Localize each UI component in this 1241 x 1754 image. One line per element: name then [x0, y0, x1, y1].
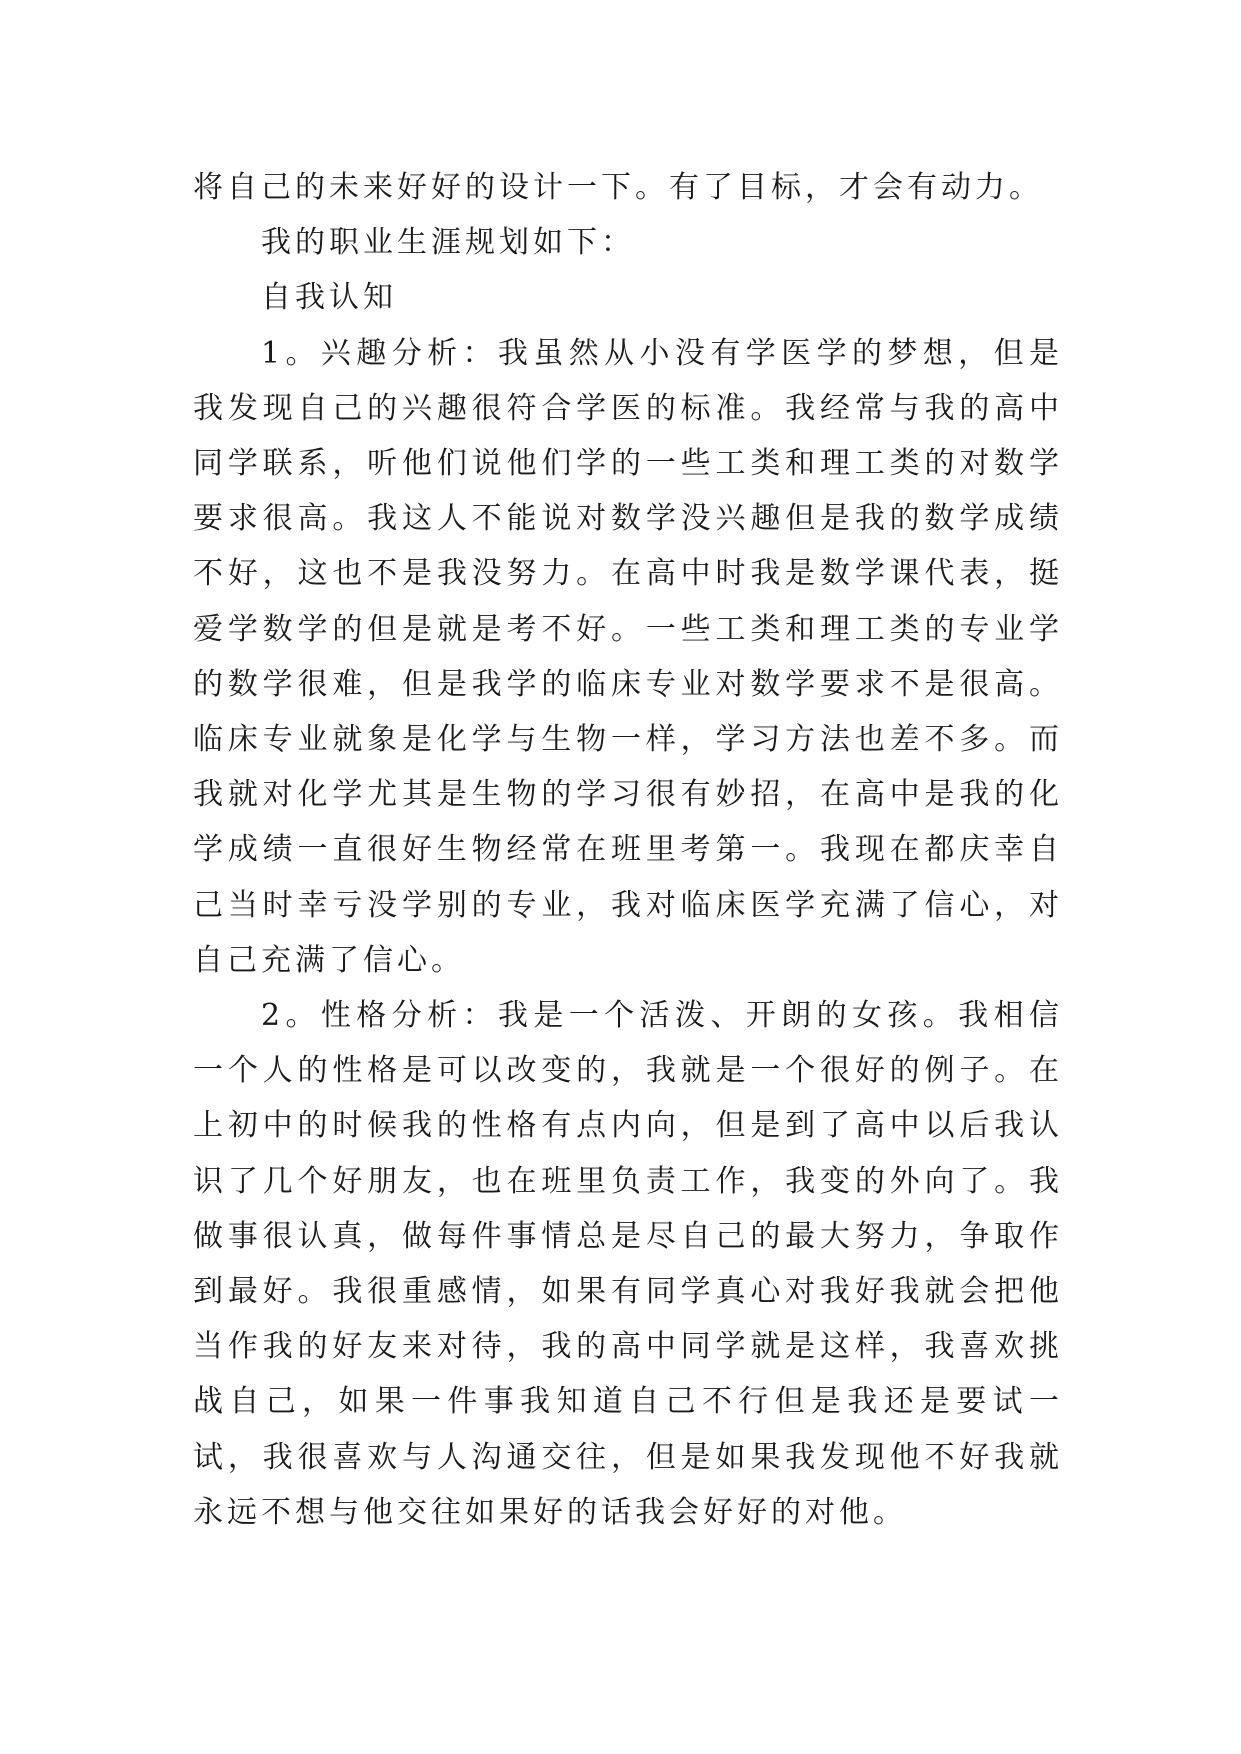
paragraph-interest-analysis: 1。兴趣分析：我虽然从小没有学医学的梦想，但是我发现自己的兴趣很符合学医的标准。我经常与我的高中同学联系，听他们说他们学的一些工类和理工类的对数学要求很高。我这人不能说对数学没兴趣但是我的数学成绩不好，这也不是我没努力。在高中时我是数学课代表，挺爱学数学的但是就是考不好。一些工类和理工类的专业学的数学很难，但是我学的临床专业对数学要求不是很高。临床专业就象是化学与生物一样，学习方法也差不多。而我就对化学尤其是生物的学习很有妙招，在高中是我的化学成绩一直很好生物经常在班里考第一。我现在都庆幸自己当时幸亏没学别的专业，我对临床医学充满了信心，对自己充满了信心。	[193, 335, 1063, 978]
paragraph-personality-analysis: 2。性格分析：我是一个活泼、开朗的女孩。我相信一个人的性格是可以改变的，我就是一个很好的例子。在上初中的时候我的性格有点内向，但是到了高中以后我认识了几个好朋友，也在班里负责工作，我变的外向了。我做事很认真，做每件事情总是尽自己的最大努力，争取作到最好。我很重感情，如果有同学真心对我好我就会把他当作我的好友来对待，我的高中同学就是这样，我喜欢挑战自己，如果一件事我知道自己不行但是我还是要试一试，我很喜欢与人沟通交往，但是如果我发现他不好我就永远不想与他交往如果好的话我会好好的对他。	[193, 998, 1063, 1530]
document-body	[193, 160, 1063, 1540]
paragraph-plan-heading: 我的职业生涯规划如下：	[261, 225, 635, 261]
paragraph-intro-continuation: 将自己的未来好好的设计一下。有了目标，才会有动力。	[193, 170, 1043, 205]
section-heading-self-awareness: 自我认知	[261, 280, 397, 316]
